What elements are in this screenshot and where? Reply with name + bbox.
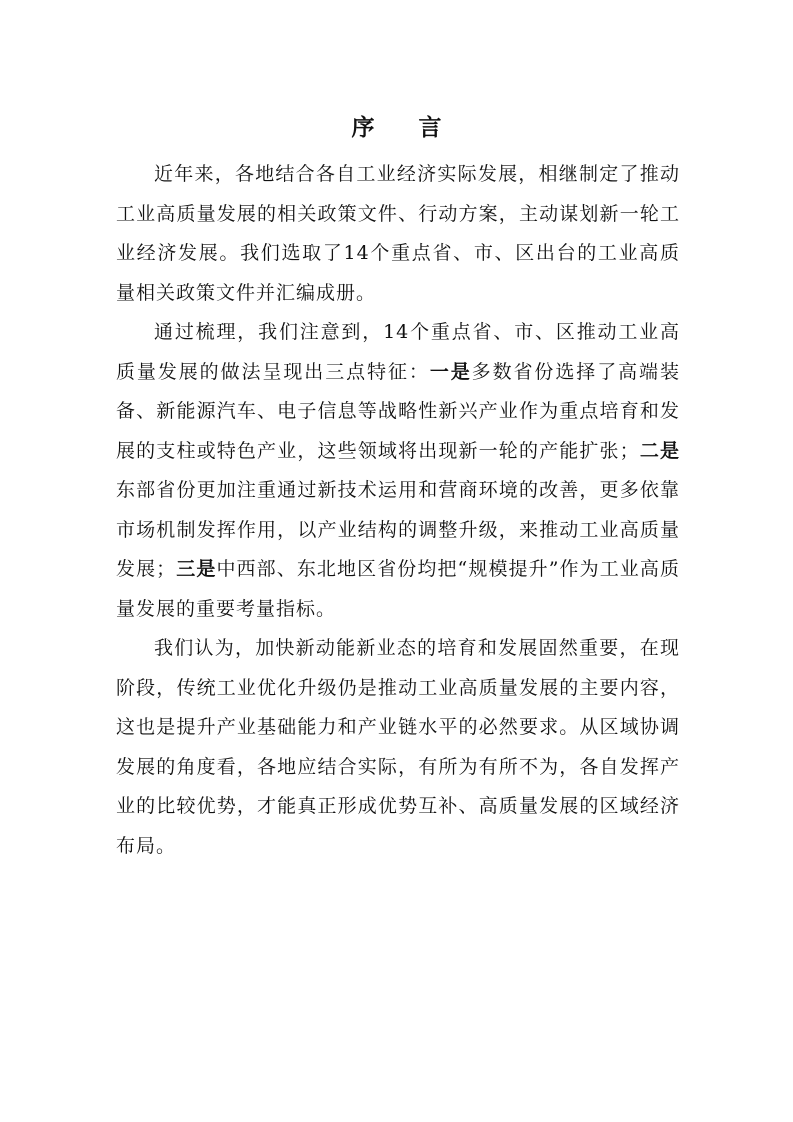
point-2-lead: 二是 bbox=[639, 439, 680, 462]
point-2-text: 东部省份更加注重通过新技术运用和营商环境的改善，更多依靠市场机制发挥作用，以产业结构的调整升级，来推动工业高质量发展； bbox=[116, 479, 680, 580]
point-3-lead: 三是 bbox=[176, 558, 217, 580]
point-3-text: 中西部、东北地区省份均把“规模提升”作为工业高质量发展的重要考量指标。 bbox=[116, 558, 680, 620]
body-text bbox=[116, 155, 680, 866]
page-title: 序 言 bbox=[351, 115, 460, 142]
point-1-lead: 一是 bbox=[429, 360, 472, 383]
paragraph-2 bbox=[116, 313, 680, 629]
paragraph-1: 近年来，各地结合各自工业经济实际发展，相继制定了推动工业高质量发展的相关政策文件、行动方案，主动谋划新一轮工业经济发展。我们选取了14个重点省、市、区出台的工业高质量相关政策文件并汇编成册。 bbox=[116, 163, 680, 304]
paragraph-3: 我们认为，加快新动能新业态的培育和发展固然重要，在现阶段，传统工业优化升级仍是推动工业高质量发展的主要内容，这也是提升产业基础能力和产业链水平的必然要求。从区域协调发展的角度看，各地应结合实际，有所为有所不为，各自发挥产业的比较优势，才能真正形成优势互补、高质量发展的区域经济布局。 bbox=[116, 637, 680, 857]
paragraph-2-intro: 通过梳理，我们注意到，14个重点省、市、区推动工业高质量发展的做法呈现出三点特征： bbox=[116, 321, 680, 383]
point-1-text: 多数省份选择了高端装备、新能源汽车、电子信息等战略性新兴产业作为重点培育和发展的支柱或特色产业，这些领域将出现新一轮的产能扩张； bbox=[116, 360, 680, 462]
